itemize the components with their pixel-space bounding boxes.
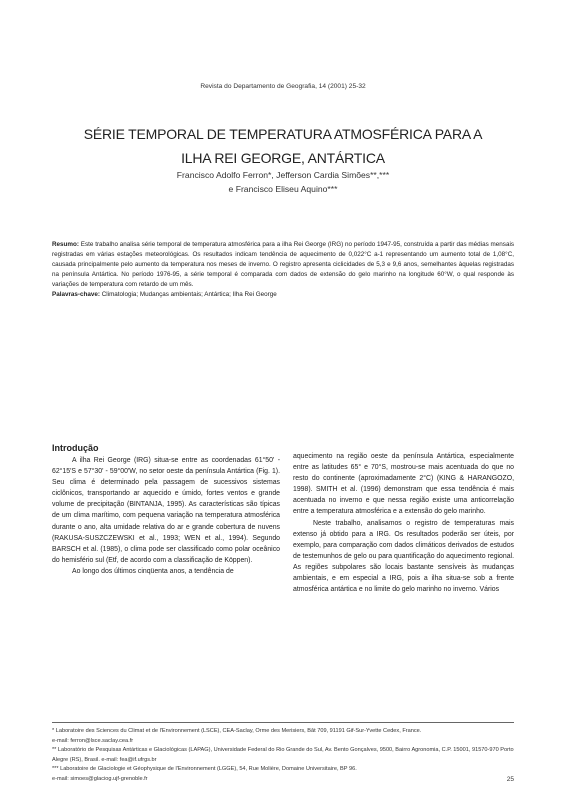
paragraph: A ilha Rei George (IRG) situa-se entre as coordenadas 61°50' - 62°15'S e 57°30' - 59°00'W, no setor oeste da península Antártica (Fig. 1). Seu clima é determinado pela passagem de sucessivos sistemas ciclônicos, transportando ar aquecido e úmido, fortes ventos e grande volume de precipitação (BINTANJA, 1995). As características são típicas de um clima marítimo, com pequena variação na temperatura atmosférica durante o ano, alta umidade relativa do ar e grande cobertura de nuvens (RAKUSA-SUSZCZEWSKI et al., 1993; WEN et al., 1994). Segundo BARSCH et al. (1985), o clima pode ser classificado como polar oceânico do hemisfério sul (Etf, de acordo com a classificação de Köppen). [52,457,280,564]
keywords-label: Palavras-chave: [52,290,100,298]
abstract-body [52,240,514,290]
authors-line-2: e Francisco Eliseu Aquino*** [228,184,338,194]
footnote-1: * Laboratoire des Sciences du Climat et de l'Environnement (LSCE), CEA-Saclay, Orme des Merisiers, Bât 709, 91191 Gif-Sur-Yvette Cedex, France. [52,728,422,734]
footnote-2: ** Laboratório de Pesquisas Antárticas e Glaciológicas (LAPAG), Universidade Federal do Rio Grande do Sul, Av. Bento Gonçalves, 9500, Bairro Agronomia, C.P. 15001, 91570-970 Porto Alegre (RS), Brasil. e-mail: fea@if.ufrgs.br [52,747,514,763]
paragraph: aquecimento na região oeste da península Antártica, especialmente entre as latitudes 65° e 70°S, mostrou-se mais acentuada do que no resto do continente (aproximadamente 2°C) (KING & HARANGOZO, 1998). SMITH et al. (1996) demonstram que essa tendência é mais acentuada no inverno e que nessa região existe uma anticorrelação entre a temperatura atmosférica e a extensão do gelo marinho. [293,453,514,516]
footnotes [52,727,514,784]
footnote-3-email: e-mail: simoes@glaciog.ujf-grenoble.fr [52,775,148,782]
footnote-divider [52,722,514,723]
paragraph: Ao longo dos últimos cinqüenta anos, a tendência de [72,567,234,575]
abstract-label: Resumo: [52,241,79,248]
journal-header: Revista do Departamento de Geografia, 14 (2001) 25-32 [200,83,366,90]
footnote-1-email: e-mail: ferron@lsce.saclay.cea.fr [52,737,134,744]
keywords-text: Climatologia; Mudanças ambientais; Antártica; Ilha Rei George [99,290,277,298]
section-heading-introducao: Introdução [52,443,99,453]
authors-line-1: Francisco Adolfo Ferron*, Jefferson Cardia Simões**,*** [176,170,390,180]
keywords [52,290,514,300]
article-title [40,122,526,170]
title-line-1: SÉRIE TEMPORAL DE TEMPERATURA ATMOSFÉRICA PARA A [83,126,483,142]
footnote-3: *** Laboratoire de Glaciologie et Géophysique de l'Environnement (LGGE), 54, Rue Molière, Domaine Universitaire, BP 96. [52,766,357,772]
abstract [52,240,514,299]
paragraph: Neste trabalho, analisamos o registro de temperaturas mais extenso já obtido para a IRG. Os resultados poderão ser úteis, por exemplo, para comparação com dados climáticos derivados de estudos de testemunhos de gelo ou para quantificação do aquecimento regional. As regiões subpolares são locais bastante sensíveis às mudanças ambientais, e em especial a IRG, pois a ilha situa-se sob a frente atmosférica antártica e no limite do gelo marinho no inverno. Vários [293,519,514,594]
right-column [293,451,514,595]
authors [40,168,526,196]
page-number: 25 [506,776,514,783]
abstract-text: Este trabalho analisa série temporal de temperatura atmosférica para a ilha Rei George (IRG) no período 1947-95, construída a partir das médias mensais registradas em várias estações meteorológicas. Os resultados indicam tendência de aquecimento de 0,022°C a-1 representando um aumento total de 1,08°C, causada principalmente pelo aumento da temperatura nos meses de inverno. O registro apresenta ciclicidades de 5,3 e 9,6 anos, semelhantes àquelas registradas na península Antártica. No período 1976-95, a série temporal é comparada com dados de extensão do gelo marinho na longitude 60°W, o qual responde às variações de temperatura com retardo de um mês. [52,241,514,288]
left-column [52,442,280,577]
title-line-2: ILHA REI GEORGE, ANTÁRTICA [181,150,385,166]
